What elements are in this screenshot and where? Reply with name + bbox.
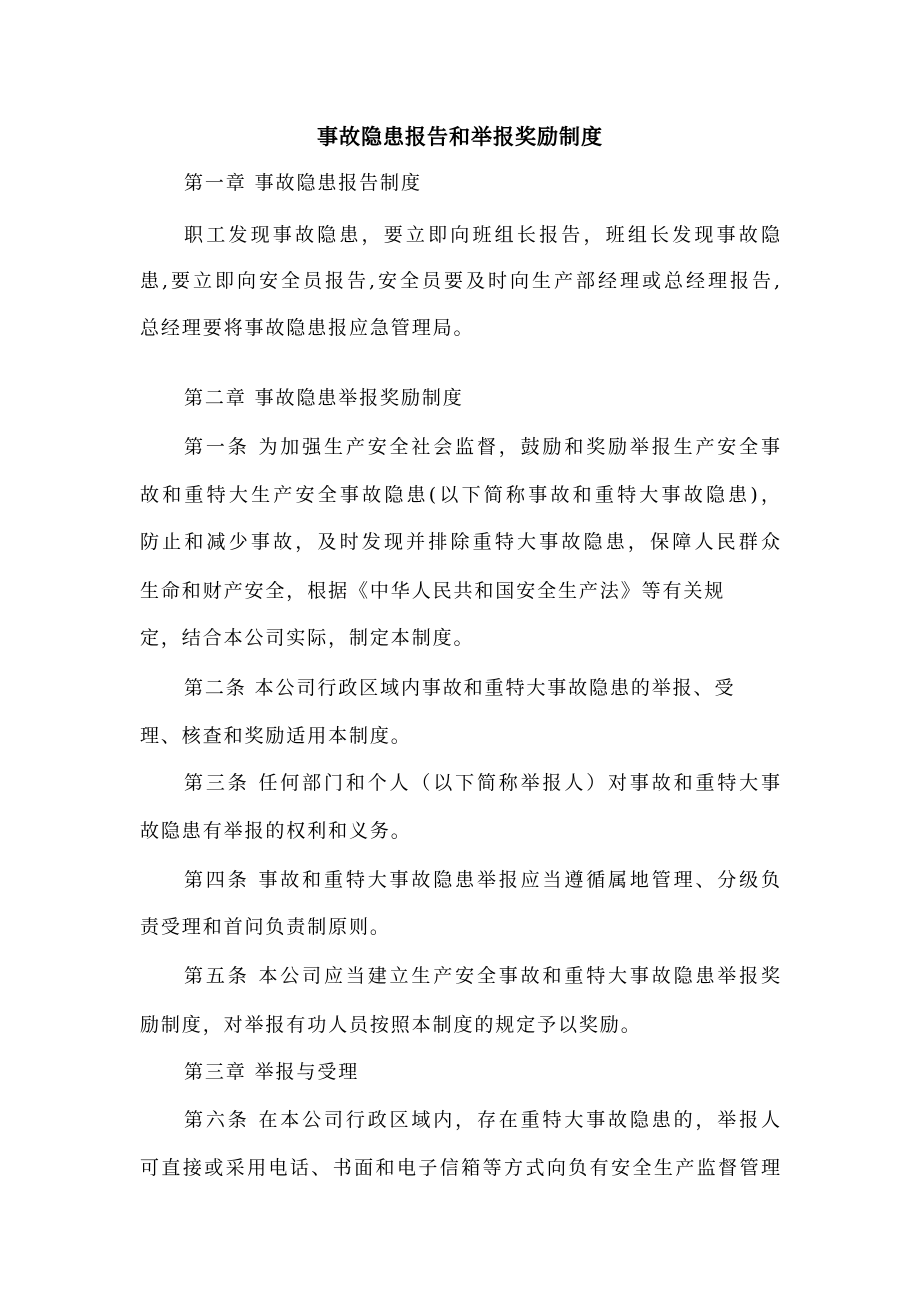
article-2-line-1: 第二条 本公司行政区域内事故和重特大事故隐患的举报、受 <box>184 677 736 699</box>
chapter-1-text-line-2: 患,要立即向安全员报告,安全员要及时向生产部经理或总经理报告, <box>140 270 780 292</box>
article-6-line-1: 第六条 在本公司行政区域内，存在重特大事故隐患的，举报人 <box>184 1109 780 1131</box>
chapter-2-heading: 第二章 事故隐患举报奖励制度 <box>184 387 464 409</box>
chapter-1-text-line-3: 总经理要将事故隐患报应急管理局。 <box>140 317 475 339</box>
article-4-line-2: 责受理和首问负责制原则。 <box>140 916 391 938</box>
article-5-line-2: 励制度，对举报有功人员按照本制度的规定予以奖励。 <box>140 1014 642 1036</box>
article-4-line-1: 第四条 事故和重特大事故隐患举报应当遵循属地管理、分级负 <box>184 869 780 891</box>
article-5-line-1: 第五条 本公司应当建立生产安全事故和重特大事故隐患举报奖 <box>184 965 780 987</box>
article-3-line-1: 第三条 任何部门和个人（以下简称举报人）对事故和重特大事 <box>184 772 780 794</box>
document-title: 事故隐患报告和举报奖励制度 <box>317 124 603 149</box>
article-1-line-1: 第一条 为加强生产安全社会监督，鼓励和奖励举报生产安全事 <box>184 436 780 458</box>
article-3-line-2: 故隐患有举报的权利和义务。 <box>140 820 412 842</box>
chapter-1-text-line-1: 职工发现事故隐患，要立即向班组长报告，班组长发现事故隐 <box>184 224 780 246</box>
article-1-line-2: 故和重特大生产安全事故隐患(以下简称事故和重特大事故隐患)， <box>140 484 780 506</box>
article-1-line-4: 生命和财产安全，根据《中华人民共和国安全生产法》等有关规 <box>140 580 726 602</box>
chapter-1-heading: 第一章 事故隐患报告制度 <box>184 172 422 194</box>
article-2-line-2: 理、核查和奖励适用本制度。 <box>140 725 412 747</box>
article-6-line-2: 可直接或采用电话、书面和电子信箱等方式向负有安全生产监督管理 <box>140 1157 780 1179</box>
chapter-3-heading: 第三章 举报与受理 <box>184 1061 360 1083</box>
article-1-line-5: 定，结合本公司实际，制定本制度。 <box>140 627 475 649</box>
article-1-line-3: 防止和减少事故，及时发现并排除重特大事故隐患，保障人民群众 <box>140 531 780 553</box>
